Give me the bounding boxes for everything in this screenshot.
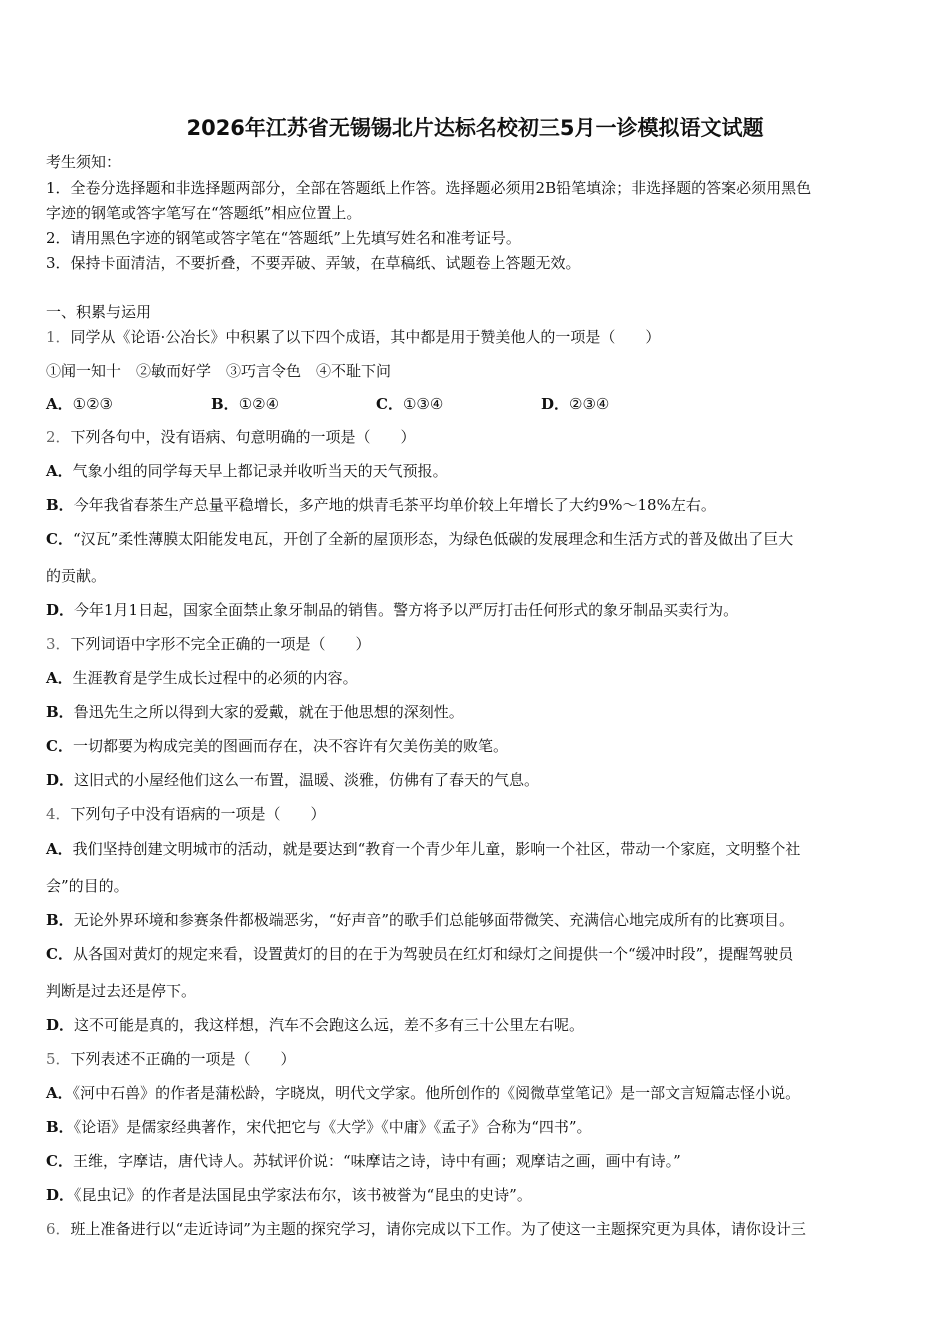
choice-a-cont: 会”的目的。 bbox=[46, 877, 129, 895]
choice-c: C．①③④ bbox=[376, 395, 444, 413]
choice-b: B．无论外界环境和参赛条件都极端恶劣，“好声音”的歌手们总能够面带微笑、充满信心地完成所有的比赛项目。 bbox=[46, 911, 795, 929]
section-heading: 一、积累与运用 bbox=[46, 303, 152, 321]
choice-b: B．《论语》是儒家经典著作，宋代把它与《大学》《中庸》《孟子》合称为“四书”。 bbox=[46, 1118, 592, 1136]
question-stem: 同学从《论语·公冶长》中积累了以下四个成语，其中都是用于赞美他人的一项是（ ） bbox=[70, 328, 661, 346]
question-stem: 下列各句中，没有语病、句意明确的一项是（ ） bbox=[70, 428, 416, 446]
choice-c: C．“汉瓦”柔性薄膜太阳能发电瓦，开创了全新的屋顶形态，为绿色低碳的发展理念和生活方式的普及做出了巨大 bbox=[46, 530, 794, 548]
question-stem: 班上准备进行以“走近诗词”为主题的探究学习，请你完成以下工作。为了使这一主题探究更为具体，请你设计三 bbox=[70, 1220, 806, 1238]
question-4 bbox=[46, 804, 326, 824]
question-3 bbox=[46, 634, 371, 654]
question-2 bbox=[46, 427, 416, 447]
choice-a: A．《河中石兽》的作者是蒲松龄，字晓岚，明代文学家。他所创作的《阅微草堂笔记》是一部文言短篇志怪小说。 bbox=[46, 1084, 801, 1102]
notice-item-1-cont: 字迹的钢笔或答字笔写在“答题纸”相应位置上。 bbox=[46, 204, 362, 222]
question-number: 1． bbox=[46, 328, 71, 346]
question-stem: 下列词语中字形不完全正确的一项是（ ） bbox=[70, 635, 371, 653]
question-1-idioms: ①闻一知十 ②敏而好学 ③巧言令色 ④不耻下问 bbox=[46, 362, 392, 380]
choice-c: C．王维，字摩诘，唐代诗人。苏轼评价说：“味摩诘之诗，诗中有画；观摩诘之画，画中有诗。” bbox=[46, 1152, 681, 1170]
notice-item-2: 2．请用黑色字迹的钢笔或答字笔在“答题纸”上先填写姓名和准考证号。 bbox=[46, 229, 521, 247]
choice-b: B．鲁迅先生之所以得到大家的爱戴，就在于他思想的深刻性。 bbox=[46, 703, 464, 721]
question-number: 2． bbox=[46, 428, 71, 446]
choice-a: A．①②③ bbox=[46, 395, 113, 413]
question-number: 5． bbox=[46, 1050, 71, 1068]
question-number: 3． bbox=[46, 635, 71, 653]
choice-c-cont: 判断是过去还是停下。 bbox=[46, 982, 197, 1000]
notice-heading: 考生须知： bbox=[46, 153, 122, 171]
choice-c-cont: 的贡献。 bbox=[46, 567, 107, 585]
choice-a: A．我们坚持创建文明城市的活动，就是要达到“教育一个青少年儿童，影响一个社区，带动一个家庭，文明整个社 bbox=[46, 840, 801, 858]
choice-b: B．今年我省春茶生产总量平稳增长，多产地的烘青毛茶平均单价较上年增长了大约9%～18%左右。 bbox=[46, 496, 716, 514]
choice-b: B．①②④ bbox=[211, 395, 280, 413]
choice-c: C．一切都要为构成完美的图画而存在，决不容许有欠美伤美的败笔。 bbox=[46, 737, 508, 755]
choice-a: A．气象小组的同学每天早上都记录并收听当天的天气预报。 bbox=[46, 462, 448, 480]
question-1 bbox=[46, 327, 660, 347]
question-number: 6． bbox=[46, 1220, 71, 1238]
choice-d: D．《昆虫记》的作者是法国昆虫学家法布尔，该书被誉为“昆虫的史诗”。 bbox=[46, 1186, 532, 1204]
choice-d: D．这旧式的小屋经他们这么一布置，温暖、淡雅，仿佛有了春天的气息。 bbox=[46, 771, 540, 789]
question-number: 4． bbox=[46, 805, 71, 823]
page-title: 2026年江苏省无锡锡北片达标名校初三5月一诊模拟语文试题 bbox=[186, 116, 764, 140]
choice-a: A．生涯教育是学生成长过程中的必须的内容。 bbox=[46, 669, 358, 687]
choice-d: D．这不可能是真的，我这样想，汽车不会跑这么远，差不多有三十公里左右呢。 bbox=[46, 1016, 585, 1034]
question-6 bbox=[46, 1219, 806, 1239]
notice-item-1: 1．全卷分选择题和非选择题两部分，全部在答题纸上作答。选择题必须用2B铅笔填涂；非选择题的答案必须用黑色 bbox=[46, 179, 812, 197]
question-1-choices bbox=[46, 394, 906, 414]
notice-item-3: 3．保持卡面清洁，不要折叠，不要弄破、弄皱，在草稿纸、试题卷上答题无效。 bbox=[46, 254, 581, 272]
question-5 bbox=[46, 1049, 296, 1069]
choice-c: C．从各国对黄灯的规定来看，设置黄灯的目的在于为驾驶员在红灯和绿灯之间提供一个“缓冲时段”，提醒驾驶员 bbox=[46, 945, 794, 963]
choice-d: D．②③④ bbox=[541, 395, 610, 413]
choice-d: D．今年1月1日起，国家全面禁止象牙制品的销售。警方将予以严厉打击任何形式的象牙制品买卖行为。 bbox=[46, 601, 739, 619]
question-stem: 下列表述不正确的一项是（ ） bbox=[70, 1050, 296, 1068]
question-stem: 下列句子中没有语病的一项是（ ） bbox=[70, 805, 326, 823]
